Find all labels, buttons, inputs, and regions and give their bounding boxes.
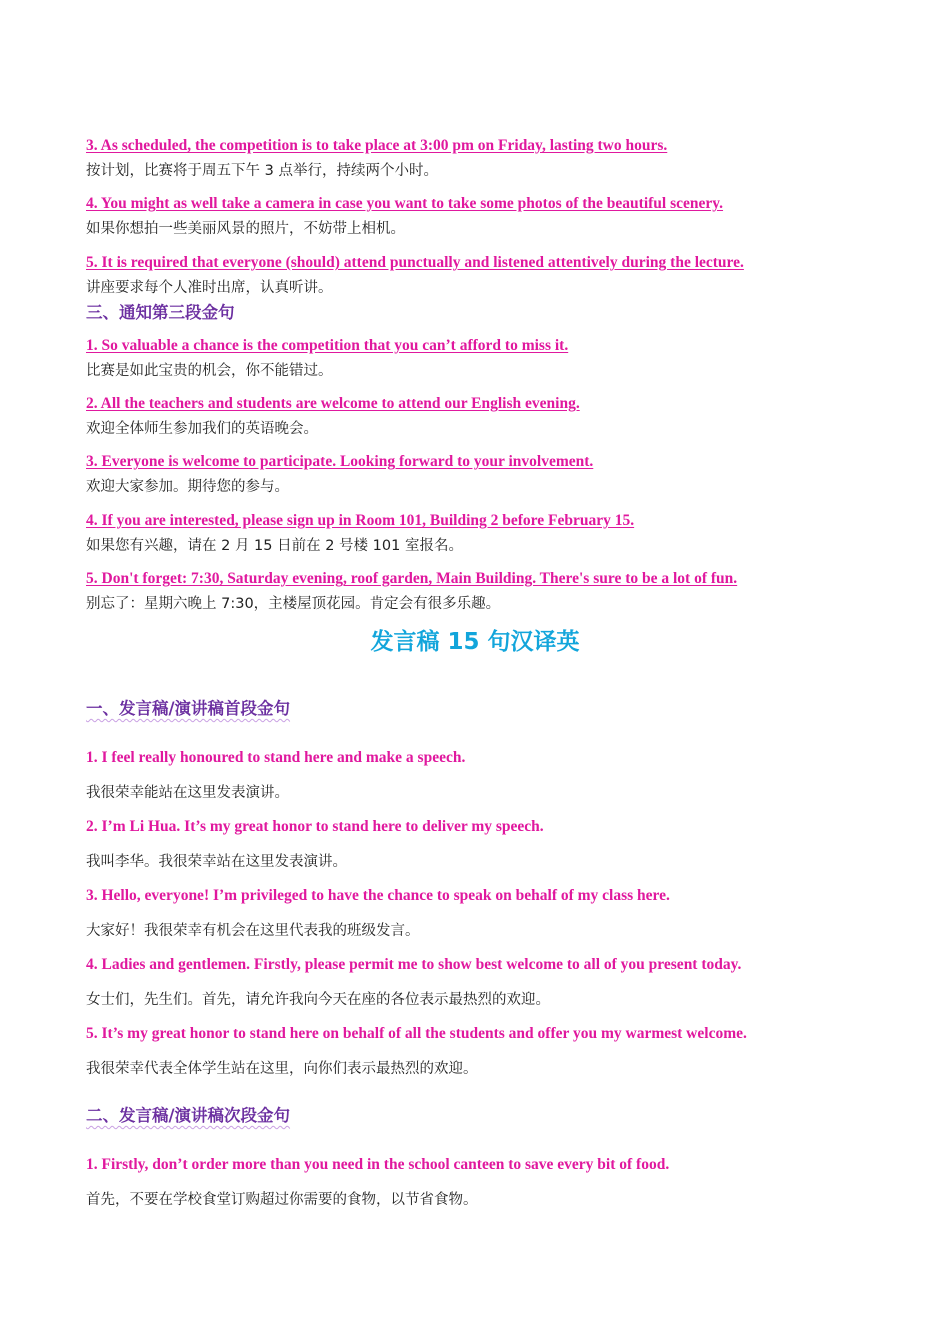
sentence-en: 4. If you are interested, please sign up in Room 101, Building 2 before February 15. [86,512,635,529]
page-title: 发言稿 15 句汉译英 [370,629,580,655]
sentence-en: 1. So valuable a chance is the competition that you can’t afford to miss it. [86,337,569,354]
section-heading: 一、发言稿/演讲稿首段金句 [86,699,291,718]
sentence-zh: 按计划，比赛将于周五下午 3 点举行，持续两个小时。 [86,163,438,179]
sentence-zh: 我很荣幸能站在这里发表演讲。 [86,785,289,801]
sentence-zh: 我很荣幸代表全体学生站在这里，向你们表示最热烈的欢迎。 [86,1061,478,1077]
sentence-en: 3. Hello, everyone! I’m privileged to have the chance to speak on behalf of my class here. [86,887,670,904]
sentence-zh: 比赛是如此宝贵的机会，你不能错过。 [86,363,333,379]
sentence-zh: 首先，不要在学校食堂订购超过你需要的食物，以节省食物。 [86,1192,478,1208]
sentence-en: 1. Firstly, don’t order more than you need in the school canteen to save every bit of food. [86,1156,670,1173]
sentence-zh: 如果您有兴趣，请在 2 月 15 日前在 2 号楼 101 室报名。 [86,538,463,554]
sentence-zh: 别忘了：星期六晚上 7:30，主楼屋顶花园。肯定会有很多乐趣。 [86,596,501,612]
sentence-en: 1. I feel really honoured to stand here and make a speech. [86,749,466,766]
sentence-zh: 欢迎大家参加。期待您的参与。 [86,479,289,495]
sentence-zh: 如果你想拍一些美丽风景的照片，不妨带上相机。 [86,221,405,237]
sentence-zh: 欢迎全体师生参加我们的英语晚会。 [86,421,318,437]
sentence-en: 4. Ladies and gentlemen. Firstly, please permit me to show best welcome to all of you present today. [86,956,742,973]
sentence-en: 2. I’m Li Hua. It’s my great honor to stand here to deliver my speech. [86,818,544,835]
sentence-zh: 女士们，先生们。首先，请允许我向今天在座的各位表示最热烈的欢迎。 [86,992,550,1008]
section-heading: 三、通知第三段金句 [86,303,235,322]
sentence-en: 4. You might as well take a camera in case you want to take some photos of the beautiful scenery. [86,195,724,212]
sentence-en: 5. It’s my great honor to stand here on behalf of all the students and offer you my warmest welcome. [86,1025,747,1042]
section-heading: 二、发言稿/演讲稿次段金句 [86,1106,291,1125]
sentence-zh: 我叫李华。我很荣幸站在这里发表演讲。 [86,854,347,870]
sentence-en: 3. As scheduled, the competition is to take place at 3:00 pm on Friday, lasting two hours. [86,137,668,154]
sentence-en: 5. It is required that everyone (should) attend punctually and listened attentively during the lecture. [86,254,744,271]
sentence-en: 5. Don't forget: 7:30, Saturday evening, roof garden, Main Building. There's sure to be a lot of fun. [86,570,738,587]
sentence-en: 3. Everyone is welcome to participate. Looking forward to your involvement. [86,453,594,470]
sentence-en: 2. All the teachers and students are welcome to attend our English evening. [86,395,580,412]
sentence-zh: 讲座要求每个人准时出席，认真听讲。 [86,280,333,296]
sentence-zh: 大家好！我很荣幸有机会在这里代表我的班级发言。 [86,923,420,939]
